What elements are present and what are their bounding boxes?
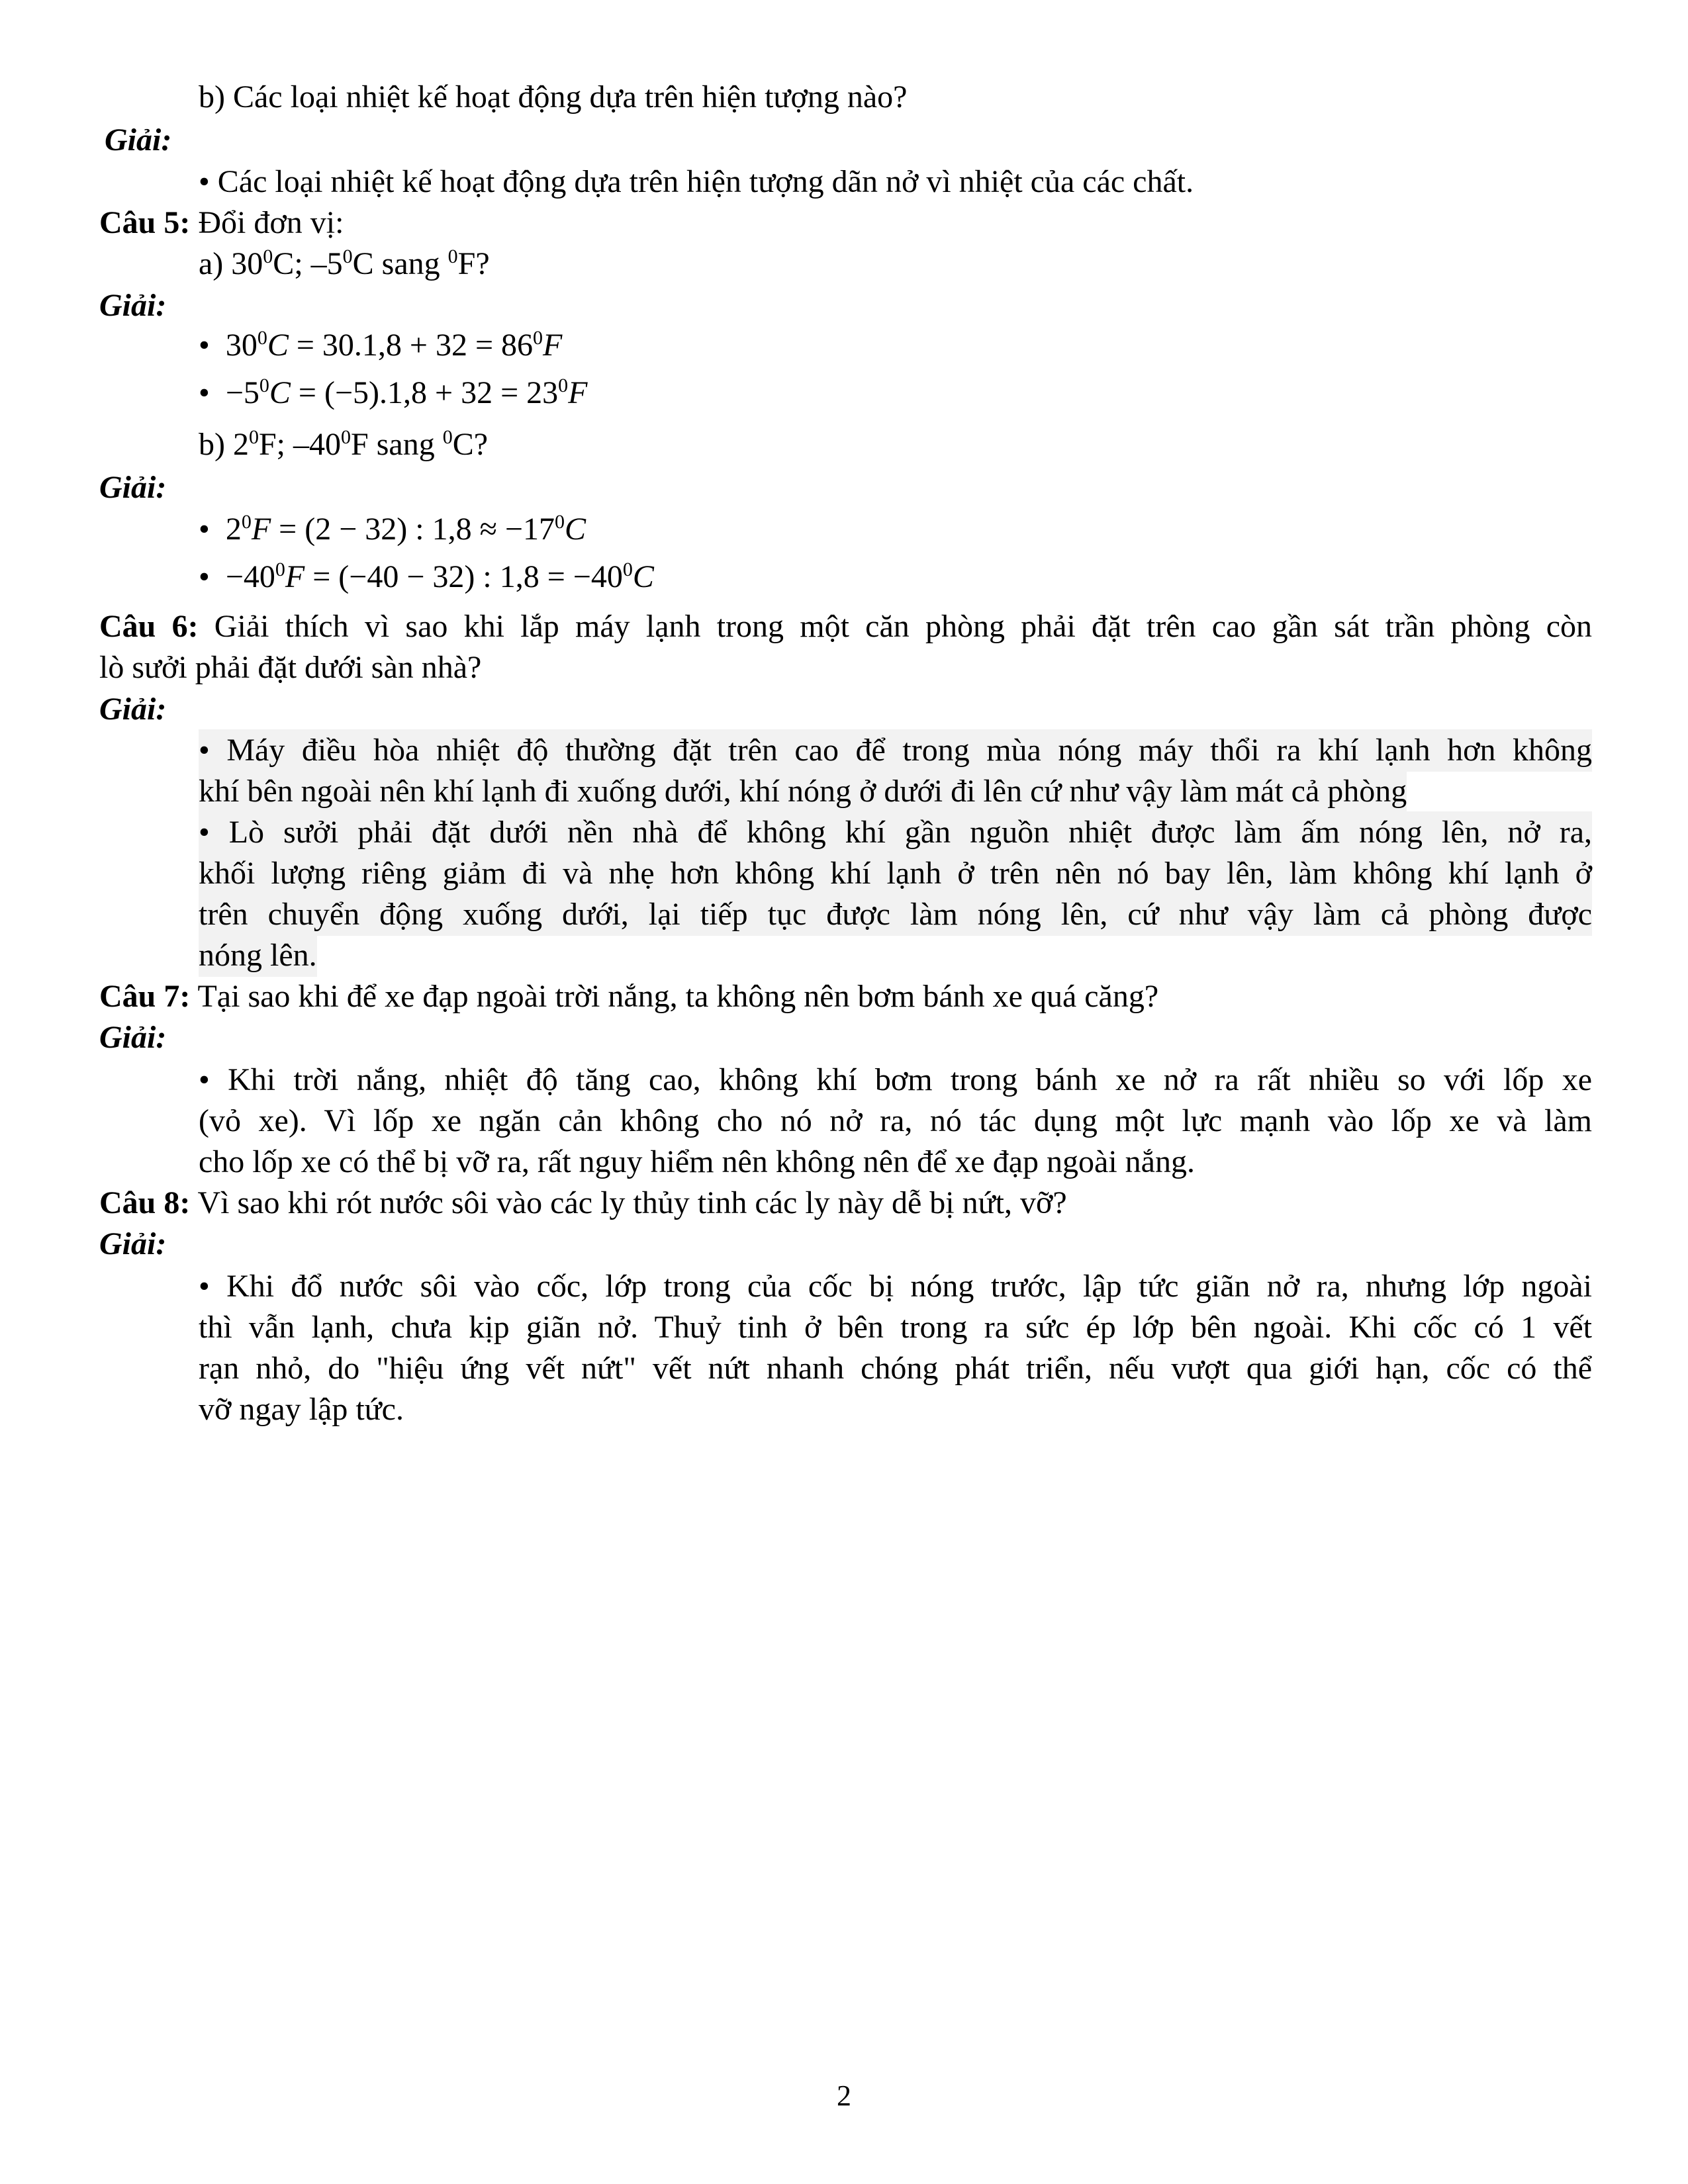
page-number: 2 — [837, 2079, 851, 2112]
answer-6-2-line1: • Lò sưởi phải đặt dưới nền nhà để không khí gần nguồn nhiệt được làm ấm nóng lên, nở ra, — [199, 811, 1592, 854]
question-5b: b) $2^0F$; $-40^0F$ sang $^0$C? — [199, 426, 489, 462]
answer-8-line3: rạn nhỏ, do "hiệu ứng vết nứt" vết nứt nhanh chóng phát triển, nếu vượt qua giới hạn, cốc có thể — [199, 1351, 1592, 1386]
answer-6-2-line2: khối lượng riêng giảm đi và nhẹ hơn không khí lạnh ở trên nên nó bay lên, làm không khí lạnh ở — [199, 852, 1592, 895]
question-6-line2: lò sưởi phải đặt dưới sàn nhà? — [99, 650, 482, 685]
answer-7-line2: (vỏ xe). Vì lốp xe ngăn cản không cho nó nở ra, nó tác dụng một lực mạnh vào lốp xe và làm — [199, 1103, 1592, 1138]
question-7: Câu 7: Tại sao khi để xe đạp ngoài trời nắng, ta không nên bơm bánh xe quá căng? — [99, 979, 1159, 1014]
question-5-label: Câu 5: — [99, 205, 191, 240]
giai-label: Giải: — [105, 122, 172, 158]
equation-2: • $-5^0C = (-5).1,8 + 32 = 23^0F$ — [199, 375, 588, 410]
answer-6-2-line3: trên chuyển động xuống dưới, lại tiếp tục được làm nóng lên, cứ như vậy làm cả phòng được — [199, 893, 1592, 936]
question-8: Câu 8: Vì sao khi rót nước sôi vào các ly thủy tinh các ly này dễ bị nứt, vỡ? — [99, 1185, 1067, 1220]
answer-8-line4: vỡ ngay lập tức. — [199, 1392, 404, 1427]
giai-label: Giải: — [99, 288, 167, 323]
equation-1: • $30^0C = 30.1,8 + 32 = 86^0F$ — [199, 327, 563, 363]
answer-6-1-line1: • Máy điều hòa nhiệt độ thường đặt trên cao để trong mùa nóng máy thổi ra khí lạnh hơn không — [199, 729, 1592, 772]
question-4b: b) Các loại nhiệt kế hoạt động dựa trên hiện tượng nào? — [199, 79, 908, 114]
question-5-text: Đổi đơn vị: — [198, 205, 344, 240]
answer-7-line3: cho lốp xe có thể bị vỡ ra, rất nguy hiểm nên không nên để xe đạp ngoài nắng. — [199, 1144, 1195, 1179]
answer-7-line1: • Khi trời nắng, nhiệt độ tăng cao, không khí bơm trong bánh xe nở ra rất nhiều so với lốp xe — [199, 1062, 1592, 1097]
answer-8-line1: • Khi đổ nước sôi vào cốc, lớp trong của cốc bị nóng trước, lập tức giãn nở ra, nhưng lớp ngoài — [199, 1269, 1592, 1304]
equation-4: • $-40^0F = (-40 - 32)$ : $1,8 = -40^0C$ — [199, 559, 654, 594]
giai-label: Giải: — [99, 692, 167, 727]
answer-8-line2: thì vẫn lạnh, chưa kịp giãn nở. Thuỷ tinh ở bên trong ra sức ép lớp bên ngoài. Khi cốc có 1 vết — [199, 1310, 1592, 1345]
equation-3: • $2^0F = (2 - 32)$ : $1,8 \approx -17^0C$ — [199, 511, 586, 547]
question-5a: a) $30^0C$; $-5^0C$ sang $^0$F? — [199, 246, 490, 281]
giai-label: Giải: — [99, 1226, 167, 1261]
giai-label: Giải: — [99, 470, 167, 505]
answer-6-1-line2: khí bên ngoài nên khí lạnh đi xuống dưới, khí nóng ở dưới đi lên cứ như vậy làm mát cả phòng — [199, 770, 1407, 813]
question-6: Câu 6: Giải thích vì sao khi lắp máy lạnh trong một căn phòng phải đặt trên cao gần sát trần phòng còn — [99, 609, 1592, 644]
answer-4b: • Các loại nhiệt kế hoạt động dựa trên hiện tượng dãn nở vì nhiệt của các chất. — [199, 164, 1194, 199]
answer-6-2-line4: nóng lên. — [199, 934, 317, 977]
question-5 — [99, 202, 344, 244]
giai-label: Giải: — [99, 1020, 167, 1055]
